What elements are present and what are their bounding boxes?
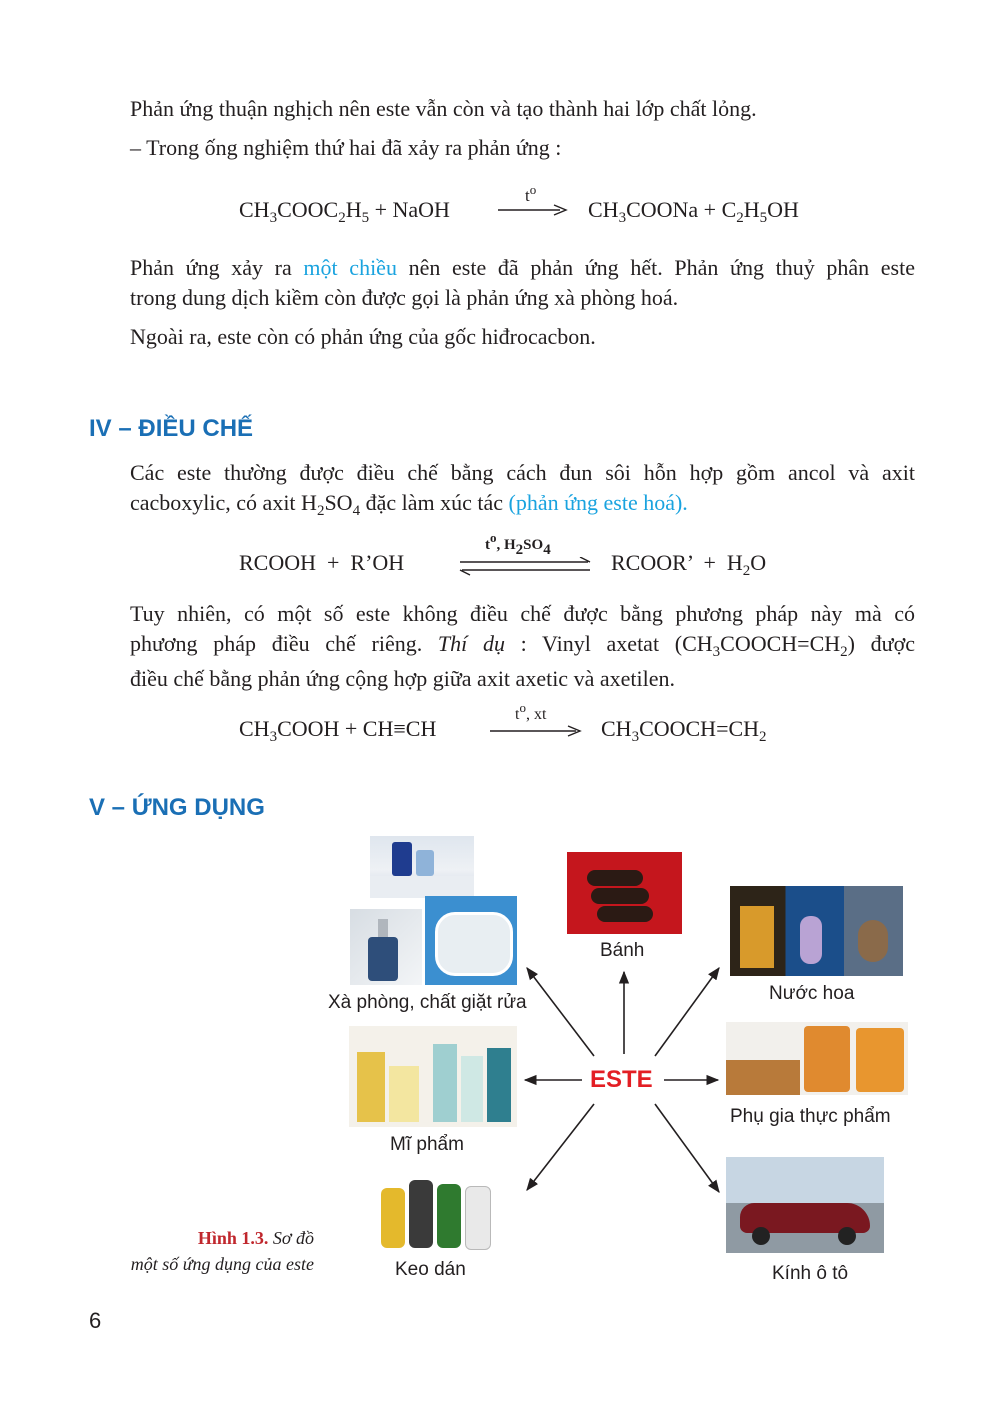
equation-vinyl-acetate: $CH_3COOH + CH\equiv CH$: [239, 716, 437, 745]
section-heading-dieu-che: IV – ĐIỀU CHẾ: [89, 415, 254, 442]
paragraph-3-line-2: trong dung dịch kiềm còn được gọi là phản ứng xà phòng hoá.: [130, 285, 679, 310]
label-my-pham: Mĩ phẩm: [390, 1134, 464, 1155]
paragraph-5: Các este thường được điều chế bằng cách đun sôi hỗn hợp gồm ancol và axit: [130, 460, 915, 485]
paragraph-6-line-2: phương pháp điều chế riêng. Thí dụ : Vinyl axetat $(CH_3COOCH=CH_2)$ được: [130, 631, 915, 660]
equation-3-condition: $t^o$, xt: [515, 700, 547, 723]
car-photo: [726, 1157, 884, 1253]
label-kinh-oto: Kính ô tô: [772, 1263, 849, 1284]
equation-esterification: RCOOH + R’OH: [239, 550, 405, 575]
paragraph-2: – Trong ống nghiệm thứ hai đã xảy ra phản ứng :: [130, 135, 562, 160]
food-additive-photo: [726, 1022, 908, 1095]
paragraph-4: Ngoài ra, este còn có phản ứng của gốc hiđrocacbon.: [130, 324, 596, 349]
perfume-photo: [730, 886, 903, 976]
equation-saponification: $CH_3COOC_2H_5$ + NaOH: [239, 197, 450, 226]
cookies-photo: [567, 852, 682, 934]
figure-caption: Hình 1.3. Sơ đồ một số ứng dụng của este: [130, 1228, 314, 1274]
equation-1-condition: $t^o$: [525, 182, 537, 205]
paragraph-1: Phản ứng thuận nghịch nên este vẫn còn và tạo thành hai lớp chất lỏng.: [130, 96, 757, 121]
detergent-photo: [370, 836, 474, 898]
label-phu-gia: Phụ gia thực phẩm: [730, 1106, 891, 1127]
cosmetics-photo: [349, 1026, 517, 1127]
highlight-mot-chieu: một chiều: [303, 255, 397, 280]
soap-bar-photo: [425, 896, 517, 985]
label-xa-phong: Xà phòng, chất giặt rửa: [328, 992, 527, 1013]
equation-2-condition: $t^o$, $H_2SO_4$: [485, 530, 551, 558]
paragraph-6-line-3: điều chế bằng phản ứng cộng hợp giữa axit axetic và axetilen.: [130, 666, 675, 691]
page-number: 6: [89, 1308, 102, 1333]
equation-1-products: $CH_3COONa + C_2H_5OH$: [588, 197, 799, 226]
highlight-este-hoa: (phản ứng este hoá).: [508, 490, 688, 515]
label-nuoc-hoa: Nước hoa: [769, 983, 855, 1004]
soap-dispenser-photo: [350, 909, 422, 985]
paragraph-5-line-2: cacboxylic, có axit $H_2SO_4$ đặc làm xúc tác (phản ứng este hoá).: [130, 490, 688, 519]
equation-3-product: $CH_3COOCH=CH_2$: [601, 716, 767, 745]
label-banh: Bánh: [600, 940, 645, 961]
label-keo-dan: Keo dán: [395, 1259, 466, 1280]
diagram-center-este: ESTE: [590, 1066, 653, 1093]
glue-bottles-photo: [375, 1168, 494, 1250]
section-heading-ung-dung: V – ỨNG DỤNG: [89, 794, 265, 821]
paragraph-6: Tuy nhiên, có một số este không điều chế được bằng phương pháp này mà có: [130, 601, 915, 626]
paragraph-3: Phản ứng xảy ra một chiều nên este đã phản ứng hết. Phản ứng thuỷ phân este: [130, 255, 915, 280]
equation-2-products: RCOOR’ + $H_2O$: [611, 550, 767, 579]
